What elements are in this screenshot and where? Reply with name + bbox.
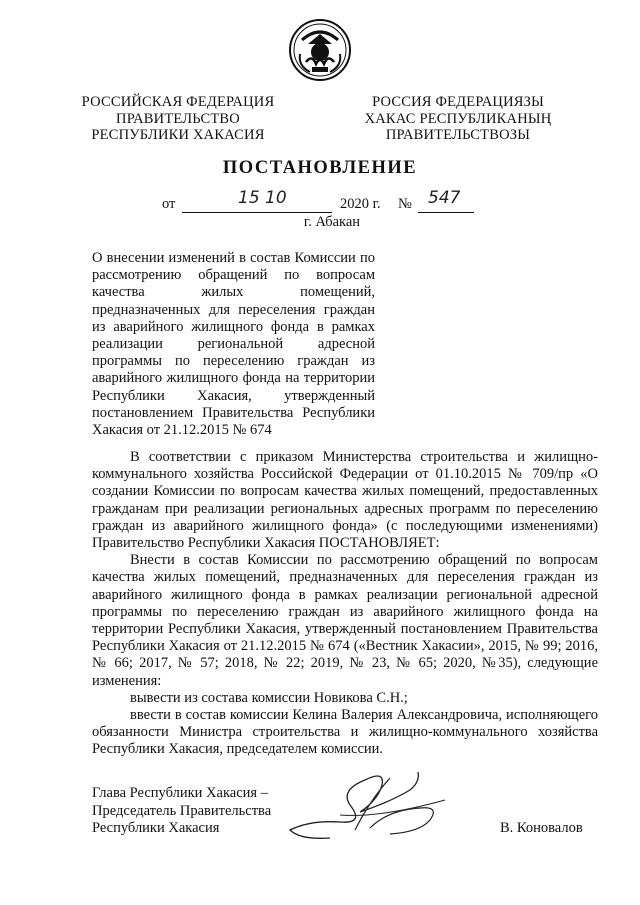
body-paragraph: ввести в состав комиссии Келина Валерия Александровича, исполняющего обязанности Министра строительства и жилищно-коммунального хозяйства Республики Хакасия, председателем комиссии. [92,707,598,758]
date-line [0,188,640,216]
body-paragraph: Внести в состав Комиссии по рассмотрению обращений по вопросам качества жилых помещений, предназначенных для переселения граждан из аварийного жилищного фонда в рамках реализации региональной адресной программы по переселению граждан из аварийного жилищного фонда на территории Республики Хакасия, утвержденный постановлением Правительства Республики Хакасия от 21.12.2015 № 674 («Вестник Хакасии», 2015, № 99; 2016, № 66; 2017, № 57; 2018, № 22; 2019, № 23, № 65; 2020, №35), следующие изменения: [92,552,598,689]
signatory-position-line: Глава Республики Хакасия – [92,785,268,801]
handwritten-signature [270,760,460,850]
header-left [78,94,278,144]
body-paragraph: вывести из состава комиссии Новикова С.Н.; [130,689,408,706]
date-prefix: от [162,196,176,212]
signatory-position-line: Председатель Правительства [92,802,272,819]
handwritten-date: 15 10 [238,188,287,208]
header-right-line: РОССИЯ ФЕДЕРАЦИЯЗЫ [372,94,544,110]
body-paragraph: В соответствии с приказом Министерства строительства и жилищно-коммунального хозяйства Российской Федерации от 01.10.2015 № 709/пр «О создании Комиссии по вопросам качества жилых помещений, предоставленных гражданам при реализации региональных адресных программ по переселению граждан из аварийного жилищного фонда» (с последующими изменениями) Правительство Республики Хакасия ПОСТАНОВЛЯЕТ: [92,449,598,552]
header-right [358,94,558,144]
signatory-name: В. Коновалов [500,820,583,836]
city: г. Абакан [303,214,361,230]
header-right-line: ХАКАС РЕСПУБЛИКАНЫҢ [364,110,552,127]
signatory-position [92,785,292,838]
header-right-line: ПРАВИТЕЛЬСТВОЗЫ [385,127,531,143]
date-year: 2020 г. [340,196,381,212]
handwritten-number: 547 [428,188,461,208]
document-body [92,449,598,759]
number-sign: № [398,196,412,212]
document-subject: О внесении изменений в состав Комиссии по рассмотрению обращений по вопросам качества жилых помещений, предназначенных для переселения граждан из аварийного жилищного фонда в рамках реализации региональной адресной программы по переселению граждан из аварийного жилищного фонда на территории Республики Хакасия, утвержденный постановлением Правительства Республики Хакасия от 21.12.2015 № 674 [92,250,375,439]
coat-of-arms-emblem [288,18,352,82]
header-left-line: РОССИЙСКАЯ ФЕДЕРАЦИЯ [81,94,275,110]
document-title: ПОСТАНОВЛЕНИЕ [222,158,418,178]
signatory-position-line: Республики Хакасия [92,820,220,836]
header-left-line: РЕСПУБЛИКИ ХАКАСИЯ [91,127,265,143]
header-left-line: ПРАВИТЕЛЬСТВО [116,110,240,127]
